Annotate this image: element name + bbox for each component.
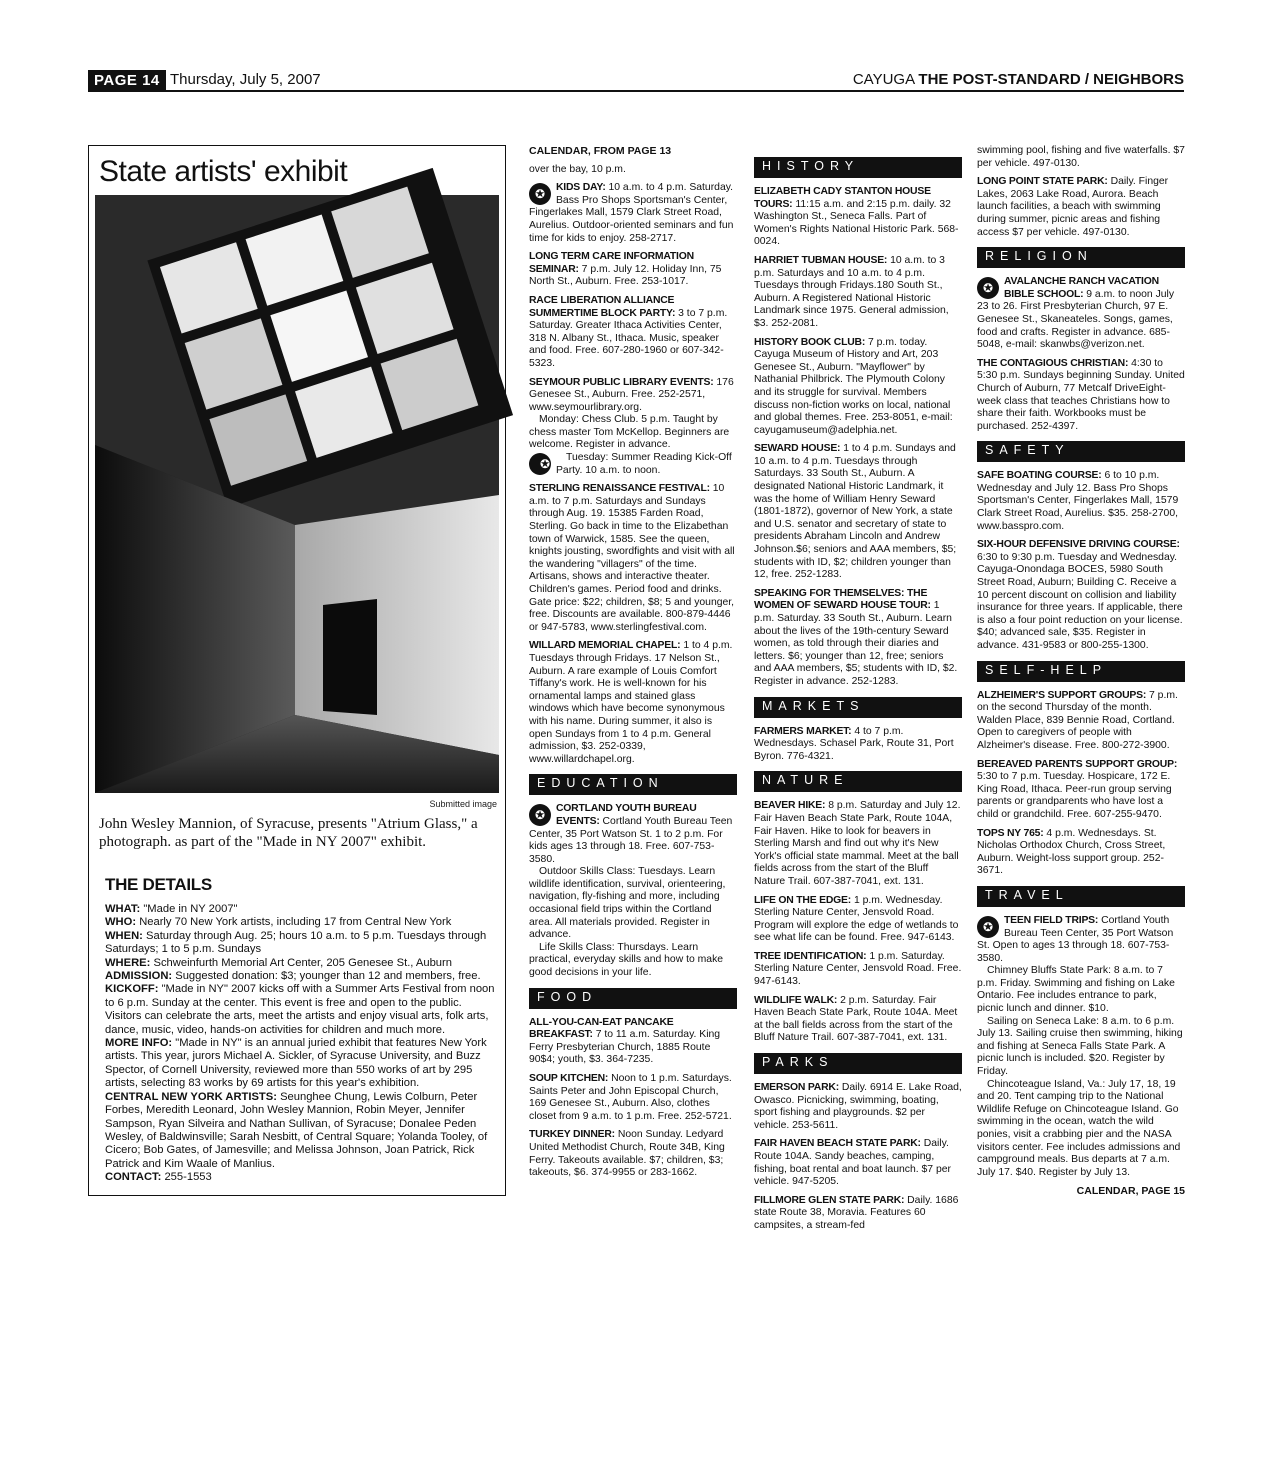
feature-title: State artists' exhibit	[99, 155, 348, 188]
listing-entry: SAFE BOATING COURSE: 6 to 10 p.m. Wednesday and July 12. Bass Pro Shops Sportsman's Center, Fingerlakes Mall, 1579 Clark Street Road, Aurelius. $35. 258-2700, www.basspro.com.	[977, 470, 1179, 532]
listing-entry: over the bay, 10 p.m.	[529, 163, 626, 175]
feature-photo	[95, 195, 499, 809]
publication-title: THE POST-STANDARD / NEIGHBORS	[918, 71, 1184, 88]
section-header-self-help: SELF-HELP	[977, 661, 1185, 682]
details-heading: THE DETAILS	[105, 875, 212, 894]
kids-icon: ✪	[529, 453, 551, 475]
listing-entry: BEREAVED PARENTS SUPPORT GROUP: 5:30 to 7 p.m. Tuesday. Hospicare, 172 E. King Road, Ithaca. Peer-run group serving parents or grandparents who have lost a child or grandchild. Free. 607-255-9470.	[977, 758, 1178, 820]
listing-entry: BEAVER HIKE: 8 p.m. Saturday and July 12. Fair Haven Beach State Park, Route 104A, Fair Haven. Hike to look for beavers in Sterling Marsh and find out why it's New York's official state mammal. Meet at the ball fields across from the start of the Bluff Nature Trail. 607-387-7041, ext. 131.	[754, 800, 961, 887]
feature-box	[88, 145, 506, 1196]
listing-entry: HARRIET TUBMAN HOUSE: 10 a.m. to 3 p.m. Saturdays and 10 a.m. to 4 p.m. Tuesdays through Fridays.180 South St., Auburn. A Registered National Historic Landmark since 1975. General admission, $3. 252-2081.	[754, 254, 949, 329]
listing-entry: RACE LIBERATION ALLIANCE SUMMERTIME BLOCK PARTY: 3 to 7 p.m. Saturday. Greater Ithaca Activities Center, 318 N. Albany St., Ithaca. Music, speaker and food. Free. 607-280-1960 or 607-342-5323.	[529, 294, 728, 369]
edition-name: CAYUGA	[852, 71, 915, 88]
listing-entry: LONG TERM CARE INFORMATION SEMINAR: 7 p.m. July 12. Holiday Inn, 75 North St., Auburn. Free. 253-1017.	[529, 251, 722, 288]
listing-entry: ELIZABETH CADY STANTON HOUSE TOURS: 11:15 a.m. and 2:15 p.m. daily. 32 Washington St., Seneca Falls. Part of Women's Rights National Historic Park. 568-0024.	[754, 186, 959, 248]
kids-icon: ✪	[977, 277, 999, 299]
listing-entry: HISTORY BOOK CLUB: 7 p.m. today. Cayuga Museum of History and Art, 203 Genesee St., Auburn. "Mayflower" by Nathanial Philbrick. The Plymouth Colony and its struggle for survival. Members discuss non-fiction works on local, national and global themes. Free. 253-8051, e-mail: cayugamuseum@adelphia.net.	[754, 336, 953, 436]
calendar-column-4	[977, 145, 1185, 1198]
details-contact: CONTACT: 255-1553	[105, 1171, 212, 1184]
issue-date: Thursday, July 5, 2007	[170, 71, 321, 88]
atrium-photo-image	[95, 195, 499, 793]
listing-entry: ALZHEIMER'S SUPPORT GROUPS: 7 p.m. on the second Thursday of the month. Walden Place, 839 Bennie Road, Cortland. Open to caregivers of people with Alzheimer's disease. Free. 800-272-3900.	[977, 689, 1178, 751]
details-where: WHERE: Schweinfurth Memorial Art Center, 205 Genesee St., Auburn	[105, 956, 452, 969]
listing-entry: SEYMOUR PUBLIC LIBRARY EVENTS: 176 Genesee St., Auburn. Free. 252-2571, www.seymourlibrary.org. Monday: Chess Club. 5 p.m. Taught by chess master Tom McKellop. Beginners are welcome. Register in advance. ✪ Tuesday: Summer Reading Kick-Off Party. 10 a.m. to noon.	[529, 377, 737, 478]
listing-entry: LIFE ON THE EDGE: 1 p.m. Wednesday. Sterling Nature Center, Jensvold Road. Program will explore the edge of wetlands to see what life can be found. Free. 947-6143.	[754, 894, 959, 944]
calendar-column-2	[529, 145, 737, 1186]
listing-entry: FAIR HAVEN BEACH STATE PARK: Daily. Route 104A. Sandy beaches, camping, fishing, boat rental and boat launch. $7 per vehicle. 947-5205.	[754, 1138, 951, 1188]
section-header-food: FOOD	[529, 988, 737, 1009]
details-who: WHO: Nearly 70 New York artists, including 17 from Central New York	[105, 916, 452, 929]
photo-credit: Submitted image	[429, 799, 497, 809]
page-number-tag: PAGE 14	[88, 70, 166, 91]
details-what: WHAT: "Made in NY 2007"	[105, 903, 238, 915]
listing-entry: TREE IDENTIFICATION: 1 p.m. Saturday. Sterling Nature Center, Jensvold Road. Free. 947-6143.	[754, 950, 962, 988]
listing-entry: ALL-YOU-CAN-EAT PANCAKE BREAKFAST: 7 to 11 a.m. Saturday. King Ferry Presbyterian Church, 1885 Route 90$4; youth, $3. 364-7235.	[529, 1016, 721, 1066]
details-kickoff: KICKOFF: "Made in NY" 2007 kicks off with a Summer Arts Festival from noon to 6 p.m. Sunday at the center. This event is free and open to the public. Visitors can celebrate the arts, meet the artists and enjoy visual arts, folk arts, dance, music, video, hands-on activities for children and much more.	[105, 983, 495, 1036]
calendar-column-3	[754, 145, 962, 1239]
photo-caption: John Wesley Mannion, of Syracuse, presents "Atrium Glass," a photograph. as part of the "Made in NY 2007" exhibit.	[99, 816, 478, 850]
listing-subitem: ✪ Tuesday: Summer Reading Kick-Off Party. 10 a.m. to noon.	[529, 452, 737, 477]
listing-entry: STERLING RENAISSANCE FESTIVAL: 10 a.m. to 7 p.m. Saturdays and Sundays through Aug. 19. 15385 Farden Road, Sterling. Go back in time to the Elizabethan town of Warwick, 1585. See the queen, knights jousting, swordfights and visit with all the wandering "villagers" of the time. Artisans, shows and interactive theater. Children's games. Period food and drinks. Gate price: $22; children, $8; 5 and younger, free. Discounts are available. 800-879-4446 or 947-5783, www.sterlingfestival.com.	[529, 483, 735, 633]
section-header-education: EDUCATION	[529, 774, 737, 795]
details-when: WHEN: Saturday through Aug. 25; hours 10 a.m. to 5 p.m. Tuesdays through Saturdays; 1 to 5 p.m. Sundays	[105, 929, 487, 956]
details-admission: ADMISSION: Suggested donation: $3; younger than 12 and members, free.	[105, 970, 481, 983]
details-artists: CENTRAL NEW YORK ARTISTS: Seunghee Chung, Lewis Colburn, Peter Forbes, Meredith Leonard, John Wesley Mannion, Robin Meyer, Jennifer Sampson, Ryan Silveira and Nathan Sullivan, of Syracuse; Donalee Peden Wesley, of Baldwinsville; Sarah Nesbitt, of Central Square; Yolanda Tooley, of Cicero; Bob Gates, of Jamesville; and Melissa Johnson, Joan Patrick, Rick Patrick and Kim Waale of Manlius.	[105, 1090, 488, 1170]
listing-entry: FILLMORE GLEN STATE PARK: Daily. 1686 state Route 38, Moravia. Features 60 campsites, a stream-fed	[754, 1194, 959, 1231]
listing-entry: TOPS NY 765: 4 p.m. Wednesdays. St. Nicholas Orthodox Church, Cross Street, Auburn. Weight-loss support group. 252-3671.	[977, 827, 1166, 877]
feature-column	[88, 145, 506, 1196]
listing-entry: SEWARD HOUSE: 1 to 4 p.m. Sundays and 10 a.m. to 4 p.m. Tuesdays through Saturdays. 33 South St., Auburn. A designated National Historic Landmark, it was the home of William Henry Seward (1801-1872), governor of New York, a state and U.S. senator and secretary of state to presidents Abraham Lincoln and Andrew Johnson.$6; seniors and AAA members, $5; students with ID, $2; children younger than 12, free. 252-1283.	[754, 443, 957, 581]
continued-from: CALENDAR, FROM PAGE 13	[529, 145, 672, 157]
listing-entry: ✪ KIDS DAY: 10 a.m. to 4 p.m. Saturday. Bass Pro Shops Sportsman's Center, Fingerlakes Mall, 1579 Clark Street Road, Aurelius. Outdoor-oriented seminars and fun time for kids to enjoy. 258-2717.	[529, 182, 734, 244]
listing-entry: WILLARD MEMORIAL CHAPEL: 1 to 4 p.m. Tuesdays through Fridays. 17 Nelson St., Auburn. A rare example of Louis Comfort Tiffany's work. He is well-known for his ornamental lamps and stained glass windows which have become synonymous with his name. During summer, it also is open Sundays from 1 to 4 p.m. General admission, $3. 252-0339, www.willardchapel.org.	[529, 640, 733, 765]
masthead	[88, 70, 1184, 92]
listing-entry: EMERSON PARK: Daily. 6914 E. Lake Road, Owasco. Picnicking, swimming, boating, sport fishing and playgrounds. $2 per vehicle. 253-5611.	[754, 1082, 962, 1131]
kids-icon: ✪	[529, 183, 551, 205]
section-header-nature: NATURE	[754, 771, 962, 792]
continued-to: CALENDAR, PAGE 15	[1076, 1185, 1185, 1198]
section-header-religion: RELIGION	[977, 247, 1185, 268]
section-header-travel: TRAVEL	[977, 886, 1185, 907]
listing-entry: LONG POINT STATE PARK: Daily. Finger Lakes, 2063 Lake Road, Aurora. Beach launch facilities, a beach with swimming during summer, picnic areas and fishing access $7 per vehicle. 497-0130.	[977, 176, 1169, 238]
section-header-markets: MARKETS	[754, 697, 962, 718]
listing-entry: THE CONTAGIOUS CHRISTIAN: 4:30 to 5:30 p.m. Sundays beginning Sunday. United Church of Auburn, 77 Metcalf DriveEight-week class that teaches Christians how to share their faith. Workbooks must be purchased. 252-4397.	[977, 357, 1185, 432]
listing-entry: TURKEY DINNER: Noon Sunday. Ledyard United Methodist Church, Route 34B, King Ferry. Takeouts available. $7; children, $3; takeouts, $6. 374-9955 or 283-1662.	[529, 1129, 725, 1179]
listing-entry: ✪ TEEN FIELD TRIPS: Cortland Youth Bureau Teen Center, 35 Port Watson St. Open to ages 13 through 18. 607-753-3580. Chimney Bluffs State Park: 8 a.m. to 7 p.m. Friday. Swimming and fishing on Lake Ontario. Fee includes entrance to park, picnic lunch and dinner. $10. Sailing on Seneca Lake: 8 a.m. to 6 p.m. July 13. Sailing cruise then swimming, hiking and fishing at Seneca Falls State Park. A picnic lunch is included. $20. Register by Friday. Chincoteague Island, Va.: July 17, 18, 19 and 20. Tent camping trip to the National Wildlife Refuge on Chincoteague Island. Go swimming in the ocean, watch the wild ponies, visit a crabbing pier and the NASA visitors center. Fee includes admissions and campground meals. Bus departs at 7 a.m. July 17. $40. Register by July 13.	[977, 914, 1183, 1178]
listing-entry: SPEAKING FOR THEMSELVES: THE WOMEN OF SEWARD HOUSE TOUR: 1 p.m. Saturday. 33 South St., Auburn. Learn about the lives of the 19th-century Seward women, as told through their diaries and letters. $6; younger than 12, free; seniors and AAA members, $5; students with ID, $2. Register in advance. 252-1283.	[754, 587, 958, 687]
listing-entry: ✪ CORTLAND YOUTH BUREAU EVENTS: Cortland Youth Bureau Teen Center, 35 Port Watson St. 1 to 2 p.m. For kids ages 13 through 18. Free. 607-753-3580. Outdoor Skills Class: Tuesdays. Learn wildlife identification, survival, orienteering, navigation, fly-fishing and more, including occasional field trips within the Cortland area. All materials provided. Register in advance. Life Skills Class: Thursdays. Learn practical, everyday skills and how to make good decisions in your life.	[529, 803, 733, 979]
details-more-info: MORE INFO: "Made in NY" is an annual juried exhibit that features New York artists. This year, jurors Michael A. Sickler, of Syracuse University, and Buzz Spector, of Cornell University, reviewed more than 550 works of art by 295 artists, selecting 83 works by 69 artists for this year's exhibition.	[105, 1037, 487, 1090]
listing-entry: WILDLIFE WALK: 2 p.m. Saturday. Fair Haven Beach State Park, Route 104A. Meet at the ball fields across from the start of the Bluff Nature Trail. 607-387-7041, ext. 131.	[754, 994, 958, 1044]
kids-icon: ✪	[977, 916, 999, 938]
kids-icon: ✪	[529, 804, 551, 826]
listing-entry: SIX-HOUR DEFENSIVE DRIVING COURSE: 6:30 to 9:30 p.m. Tuesday and Wednesday. Cayuga-Onondaga BOCES, 5980 South Street Road, Auburn; Building C. Receive a 10 percent discount on collision and liability insurance for three years. If applicable, there is also a four point reduction on your license. $40; advanced sale, $35. Register in advance. 431-9583 or 800-255-1300.	[977, 539, 1183, 651]
listing-entry: FARMERS MARKET: 4 to 7 p.m. Wednesdays. Schasel Park, Route 31, Port Byron. 776-4321.	[754, 725, 954, 762]
listing-entry: ✪ AVALANCHE RANCH VACATION BIBLE SCHOOL: 9 a.m. to noon July 23 to 26. First Presbyterian Church, 97 E. Genesee St., Skaneateles. Songs, games, food and crafts. Register in advance. 685-5048, e-mail: skanwbs@verizon.net.	[977, 276, 1175, 351]
section-header-parks: PARKS	[754, 1053, 962, 1074]
section-header-history: HISTORY	[754, 157, 962, 178]
listing-entry: swimming pool, fishing and five waterfalls. $7 per vehicle. 497-0130.	[977, 145, 1185, 169]
publication-name	[853, 71, 1184, 88]
listing-entry: SOUP KITCHEN: Noon to 1 p.m. Saturdays. Saints Peter and John Episcopal Church, 169 Genesee St., Auburn. Also, clothes closet from 9 a.m. to 1 p.m. Free. 252-5721.	[529, 1073, 732, 1122]
section-header-safety: SAFETY	[977, 441, 1185, 462]
details-list	[105, 903, 499, 1185]
